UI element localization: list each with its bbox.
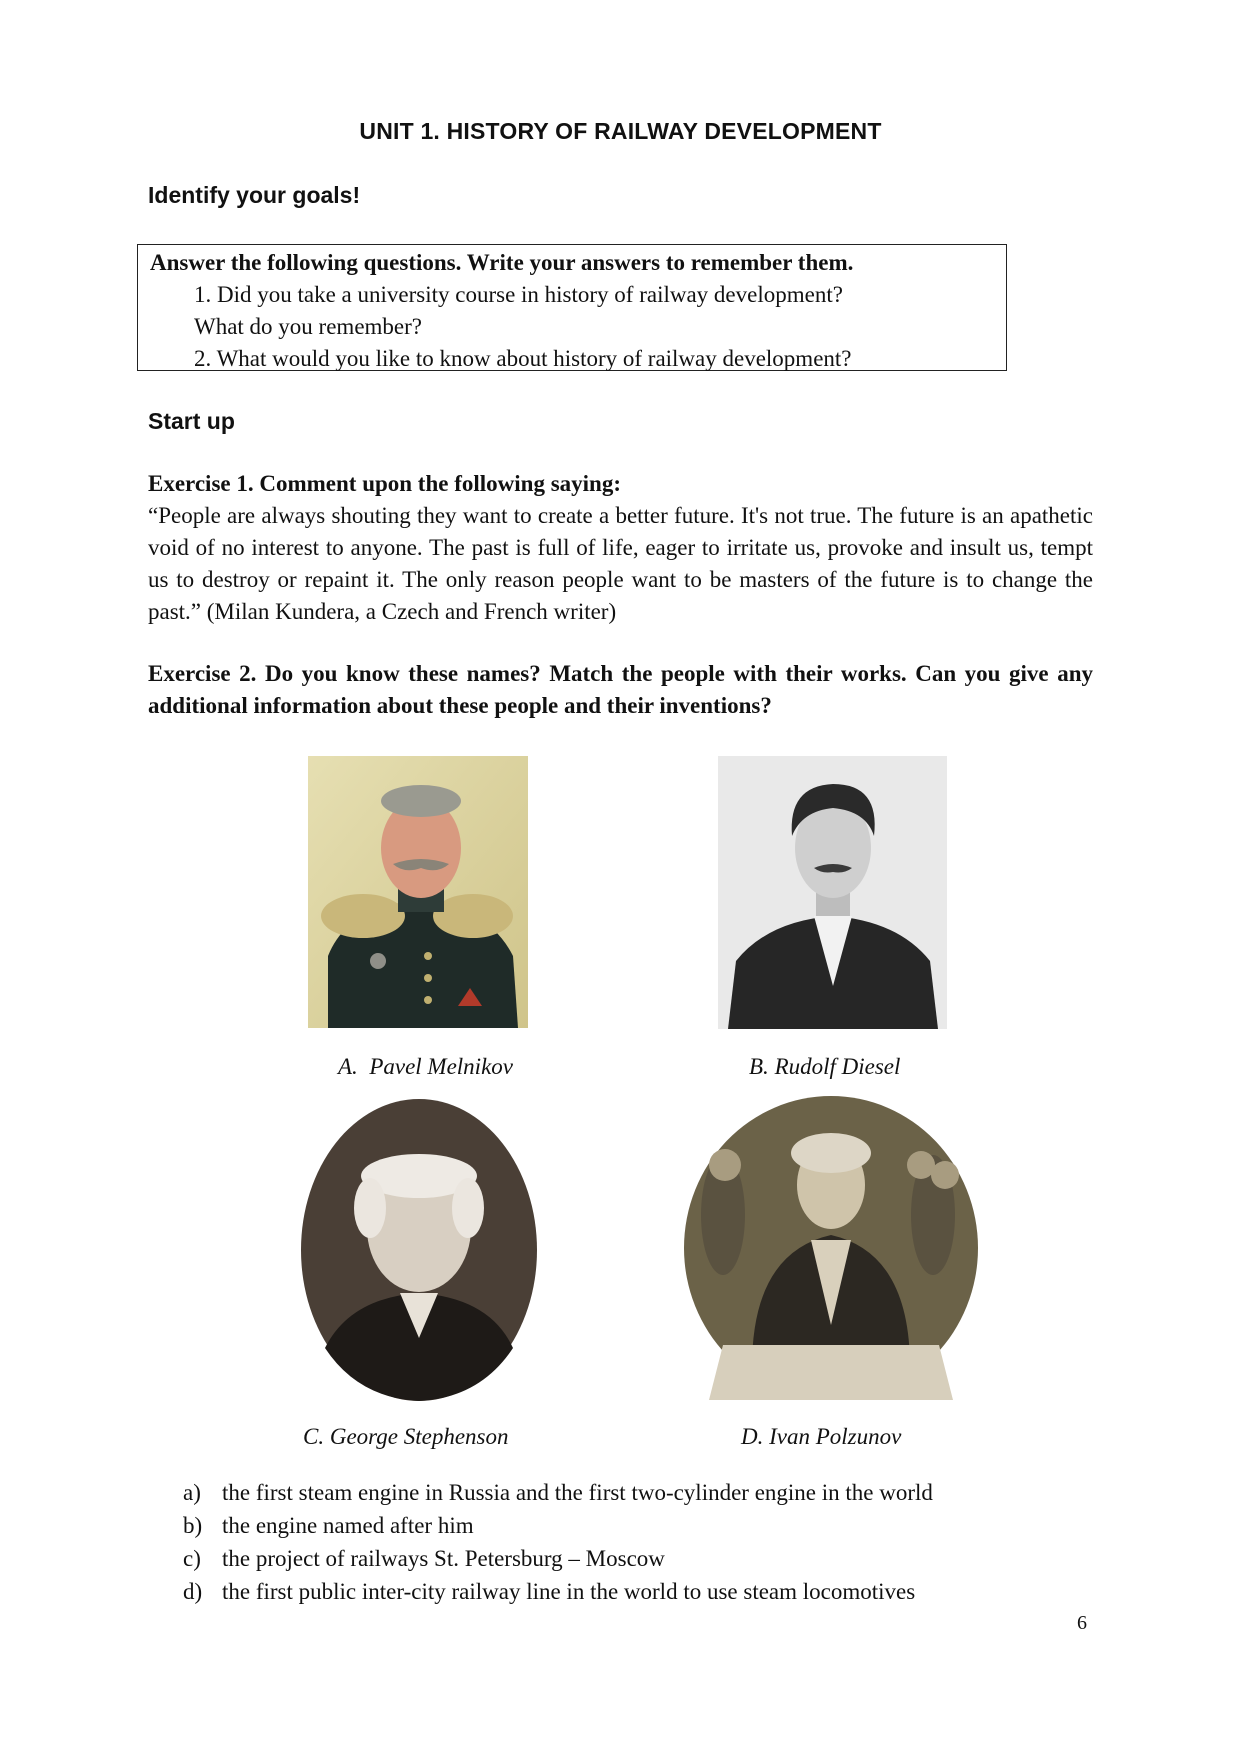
caption-c (303, 1424, 508, 1450)
list-item (183, 1575, 1083, 1608)
work-marker-c: c) (183, 1546, 201, 1571)
exercise1-heading: Exercise 1. Comment upon the following saying: (148, 471, 621, 496)
goal-question-2: 2. What would you like to know about history of railway development? (194, 346, 852, 371)
unit-title: UNIT 1. HISTORY OF RAILWAY DEVELOPMENT (359, 118, 882, 144)
work-marker-a: a) (183, 1480, 201, 1505)
caption-c-letter: C. (303, 1424, 325, 1449)
caption-d-letter: D. (741, 1424, 764, 1449)
goal-question-1: 1. Did you take a university course in history of railway development? (194, 282, 843, 307)
work-marker-b: b) (183, 1513, 203, 1538)
caption-a (338, 1054, 513, 1080)
portrait-melnikov (308, 756, 528, 1028)
page-number: 6 (1077, 1612, 1087, 1634)
goals-question-box (137, 244, 1007, 371)
portrait-diesel (718, 756, 947, 1029)
goal-question-1-continued: What do you remember? (194, 314, 422, 339)
exercise1-quote: “People are always shouting they want to create a better future. It's not true. The future is an apathetic void of no interest to anyone. The past is full of life, eager to irritate us, provoke and insult us, tempt us to destroy or repaint it. The only reason people want to be masters of the future is to change the past.” (Milan Kundera, a Czech and French writer) (148, 503, 1093, 624)
work-text-d: the first public inter-city railway line in the world to use steam locomotives (222, 1579, 916, 1604)
list-item (183, 1509, 1083, 1542)
list-item (183, 1476, 1083, 1509)
portrait-polzunov (683, 1095, 979, 1402)
list-item (183, 1542, 1083, 1575)
goals-heading: Identify your goals! (148, 182, 361, 208)
work-text-c: the project of railways St. Petersburg – Moscow (222, 1546, 665, 1571)
exercise2-heading: Exercise 2. Do you know these names? Match the people with their works. Can you give any additional information about these people and their inventions? (148, 661, 1093, 718)
caption-b-name: Rudolf Diesel (774, 1054, 901, 1079)
caption-b-letter: B. (749, 1054, 769, 1079)
work-marker-d: d) (183, 1579, 203, 1604)
goals-box-lead: Answer the following questions. Write your answers to remember them. (150, 250, 854, 275)
works-list (183, 1476, 1083, 1608)
work-text-b: the engine named after him (222, 1513, 474, 1538)
caption-c-name: George Stephenson (329, 1424, 509, 1449)
caption-b (749, 1054, 900, 1080)
caption-a-name: Pavel Melnikov (369, 1054, 513, 1079)
work-text-a: the first steam engine in Russia and the first two-cylinder engine in the world (222, 1480, 933, 1505)
start-up-heading: Start up (148, 408, 235, 434)
caption-a-letter: A. (338, 1054, 358, 1079)
caption-d (741, 1424, 901, 1450)
portrait-stephenson (300, 1098, 538, 1403)
caption-d-name: Ivan Polzunov (769, 1424, 902, 1449)
